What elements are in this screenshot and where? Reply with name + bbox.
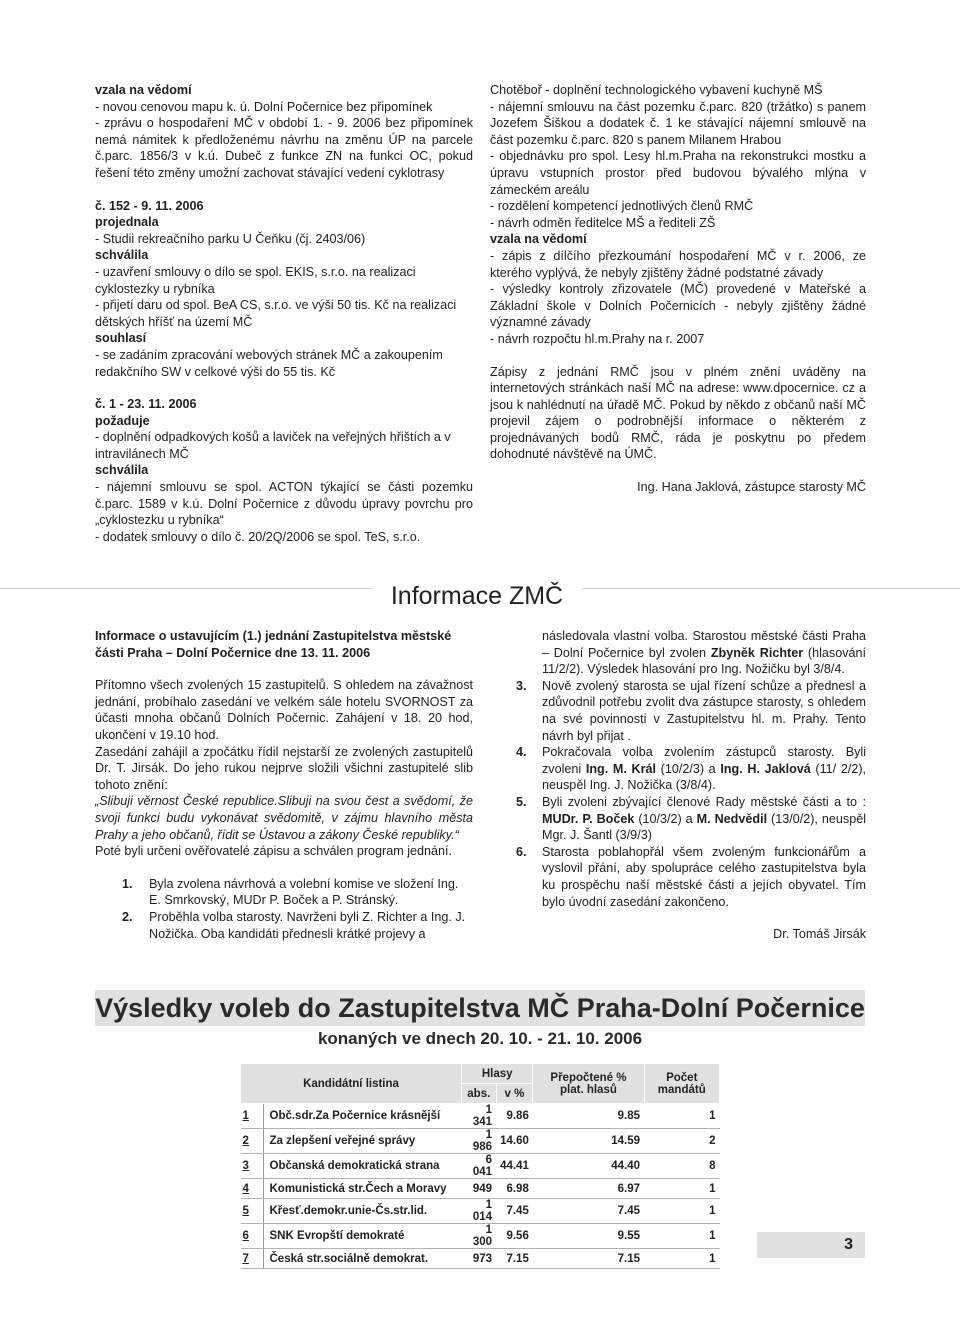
council-info-right-column [490,628,866,943]
item-bins-benches: - doplnění odpadkových košů a laviček na veřejných hřištích a v intravilánech MČ [95,430,451,461]
agenda-list [95,876,473,942]
table-row: 1 Obč.sdr.Za Počernice krásnější 1 341 9.86 9.85 1 [241,1104,720,1129]
council-info-left-column [95,628,473,942]
election-results-table [240,1063,720,1269]
item-budget-report: - zprávu o hospodaření MČ v období 1. - 9. 2006 bez připomínek nemá námitek k předloženému návrhu na změnu ÚP na parcele č.parc. 1856/3 v k.ú. Dubeč z funkce ZN na funkci OC, pokud řešení této změny umožní zachovat stávající vedení cyklotrasy [95,116,473,180]
heading-noted: vzala na vědomí [95,83,192,97]
agenda-list-continued [490,678,866,910]
rmc-resolutions-right-column [490,82,866,496]
table-row: 4 Komunistická str.Čech a Moravy 949 6.98 6.97 1 [241,1179,720,1199]
paragraph-program: Poté byli určeni ověřovatelé zápisu a schválen program jednání. [95,844,453,859]
article-heading: Informace o ustavujícím (1.) jednání Zastupitelstva městské části Praha – Dolní Počernice dne 13. 11. 2006 [95,629,452,660]
list-item: 4. Pokračovala volba zvolením zástupců starosty. Byli zvoleni Ing. M. Král (10/2/3) a Ing. H. Jaklová (11/ 2/2), neuspěl Ing. J. Nožička (3/8/4). [516,745,867,793]
resolution-number: č. 1 - 23. 11. 2006 [95,397,197,412]
results-title: Výsledky voleb do Zastupitelstva MČ Praha-Dolní Počernice [95,993,865,1023]
section-title: Informace ZMČ [390,582,564,610]
table-row: 2 Za zlepšení veřejné správy 1 986 14.60 14.59 2 [241,1129,720,1154]
resolution-number: č. 152 - 9. 11. 2006 [95,198,204,213]
item-land-lease: - nájemní smlouvu na část pozemku č.parc. 820 (tržátko) s panem Jozefem Šiškou a dodatek č. 1 ke stávající nájemní smlouvě na část pozemku č.parc. 820 s panem Milanem Hrabou [490,99,866,147]
item-park-study: - Studii rekreačního parku U Čeňku (čj. 2403/06) [95,231,366,246]
mayor-election-continued: následovala vlastní volba. Starostou městské části Praha – Dolní Počernice byl zvolen Zbyněk Richter (hlasování 11/2/2). Výsledek hlasování pro Ing. Nožičku byl 3/8/4. [542,629,866,677]
item-amendment-tes: - dodatek smlouvy o dílo č. 20/2Q/2006 se spol. TeS, s.r.o. [95,529,421,544]
table-row: 6 SNK Evropští demokraté 1 300 9.56 9.55 1 [241,1224,720,1249]
column-header-pct: v % [496,1084,533,1104]
column-header-votes: Hlasy [462,1064,533,1084]
item-lease-acton: - nájemní smlouvu se spol. ACTON týkající se části pozemku č.parc. 1589 v k.ú. Dolní Počernice z důvodu úpravy povrchu pro „cyklostezku u rybníka“ [95,480,473,528]
heading-agrees: souhlasí [95,331,147,346]
list-item: 3. Nově zvolený starosta se ujal řízení schůze a přednesl a zdůvodnil potřebu zvolit dva zástupce starosty, s ohledem na své povinnosti v Zastupitelstvu hl. m. Prahy. Tento návrh byl přijat . [516,678,866,743]
heading-requests: požaduje [95,413,150,428]
item-price-map: - novou cenovou mapu k. ú. Dolní Počernice bez připomínek [95,99,433,114]
results-subtitle: konaných ve dnech 20. 10. - 21. 10. 2006 [317,1029,643,1048]
item-bridge-order: - objednávku pro spol. Lesy hl.m.Praha na rekonstrukci mostku a úpravu vstupních prostor před budovou bývalého mlýna v zámeckém areálu [490,149,866,197]
paragraph-opening: Zasedání zahájil a zpočátku řídil nejstarší ze zvolených zastupitelů Dr. T. Jirsák. Do jeho rukou nejprve složili všichni zastupitelé slib tohoto znění: [95,744,473,792]
divider [582,588,960,589]
item-contract-ekis: - uzavření smlouvy o dílo se spol. EKIS, s.r.o. na realizaci cyklostezky u rybníka [95,264,416,296]
heading-noted: vzala na vědomí [490,232,587,247]
item-website: - se zadáním zpracování webových stránek MČ a zakoupením redakčního SW v celkové výši do 55 tis. Kč [95,347,443,379]
oath-text: „Slibuji věrnost České republice.Slibuji na svou čest a svědomí, že svoji funkci budu vykonávat svědomitě, v zájmu hlavního města Prahy a jeho občanů, řídit se Ústavou a zákony České republiky.“ [95,794,473,842]
section-band-informace-zmc [0,578,960,618]
item-rewards: - návrh odměn ředitelce MŠ a řediteli ZŠ [490,215,716,230]
signature-jirsak: Dr. Tomáš Jirsák [773,927,866,942]
heading-approved: schválila [95,248,149,263]
column-header-list: Kandidátní listina [241,1064,462,1104]
page-number: 3 [844,1236,853,1253]
item-competences: - rozdělení kompetencí jednotlivých členů RMČ [490,199,754,214]
table-row: 5 Křesť.demokr.unie-Čs.str.lid. 1 014 7.45 7.45 1 [241,1199,720,1224]
paragraph-attendance: Přítomno všech zvolených 15 zastupitelů. S ohledem na závažnost jednání, probíhalo zasedání ve velkém sále hotelu SVORNOST za účasti mnoha občanů Dolních Počernic. Zahájení v 18. 20 hod, ukončení v 19.10 hod. [95,678,473,742]
list-item: 2. Proběhla volba starosty. Navrženi byli Z. Richter a Ing. J. Nožička. Oba kandidáti přednesli krátké projevy a [122,909,466,941]
divider [0,588,372,589]
column-header-abs: abs. [462,1084,497,1104]
item-kitchen-equipment: Chotěboř - doplnění technologického vybavení kuchyně MŠ [490,83,823,97]
column-header-seats: Počet mandátů [644,1064,719,1104]
heading-approved: schválila [95,463,149,478]
list-item: 6. Starosta poblahopřál všem zvoleným funkcionářům a vyslovil přání, aby spolupráce celého zastupitelstva byla ku prospěchu naší městské části a jejích obyvatel. Tím bylo úvodní zasedání zakončeno. [516,844,866,909]
minutes-notice: Zápisy z jednání RMČ jsou v plném znění uváděny na internetových stránkách naší MČ na adrese: www.dpocernice. cz a jsou k nahlédnutí na úřadě MČ. Pokud by někdo z občanů naší MČ projevil zájem o podrobnější informace o některém z projednávaných bodů RMČ, ráda je poskytnu po předem dohodnuté návštěvě na ÚMČ. [490,364,866,462]
column-header-recalc: Přepočtené % plat. hlasů [533,1064,644,1104]
rmc-resolutions-left-column [95,82,473,545]
item-audit: - zápis z dílčího přezkoumání hospodaření MČ v r. 2006, ze kterého vyplývá, že nebyly zjištěny žádné podstatné závady [490,248,866,280]
item-city-budget: - návrh rozpočtu hl.m.Prahy na r. 2007 [490,331,705,346]
signature-jaklova: Ing. Hana Jaklová, zástupce starosty MČ [637,480,866,495]
list-item: 5. Byli zvoleni zbývající členové Rady městské části a to : MUDr. P. Boček (10/3/2) a M. Nedvědil (13/0/2), neuspěl Mgr. J. Šantl (3/9/3) [516,794,866,843]
heading-discussed: projednala [95,215,159,230]
table-row: 3 Občanská demokratická strana 6 041 44.41 44.40 8 [241,1154,720,1179]
item-donation: - přijetí daru od spol. BeA CS, s.r.o. ve výši 50 tis. Kč na realizaci dětských hříšť na území MČ [95,298,457,329]
list-item: 1. Byla zvolena návrhová a volební komise ve složení Ing. E. Smrkovský, MUDr P. Boček a P. Stránský. [122,876,459,908]
table-row: 7 Česká str.sociálně demokrat. 973 7.15 7.15 1 [241,1249,720,1269]
item-school-inspection: - výsledky kontroly zřizovatele (MČ) provedené v Mateřské a Základní škole v Dolních Počernicích - nebyly zjištěny žádné významné závady [490,282,866,330]
